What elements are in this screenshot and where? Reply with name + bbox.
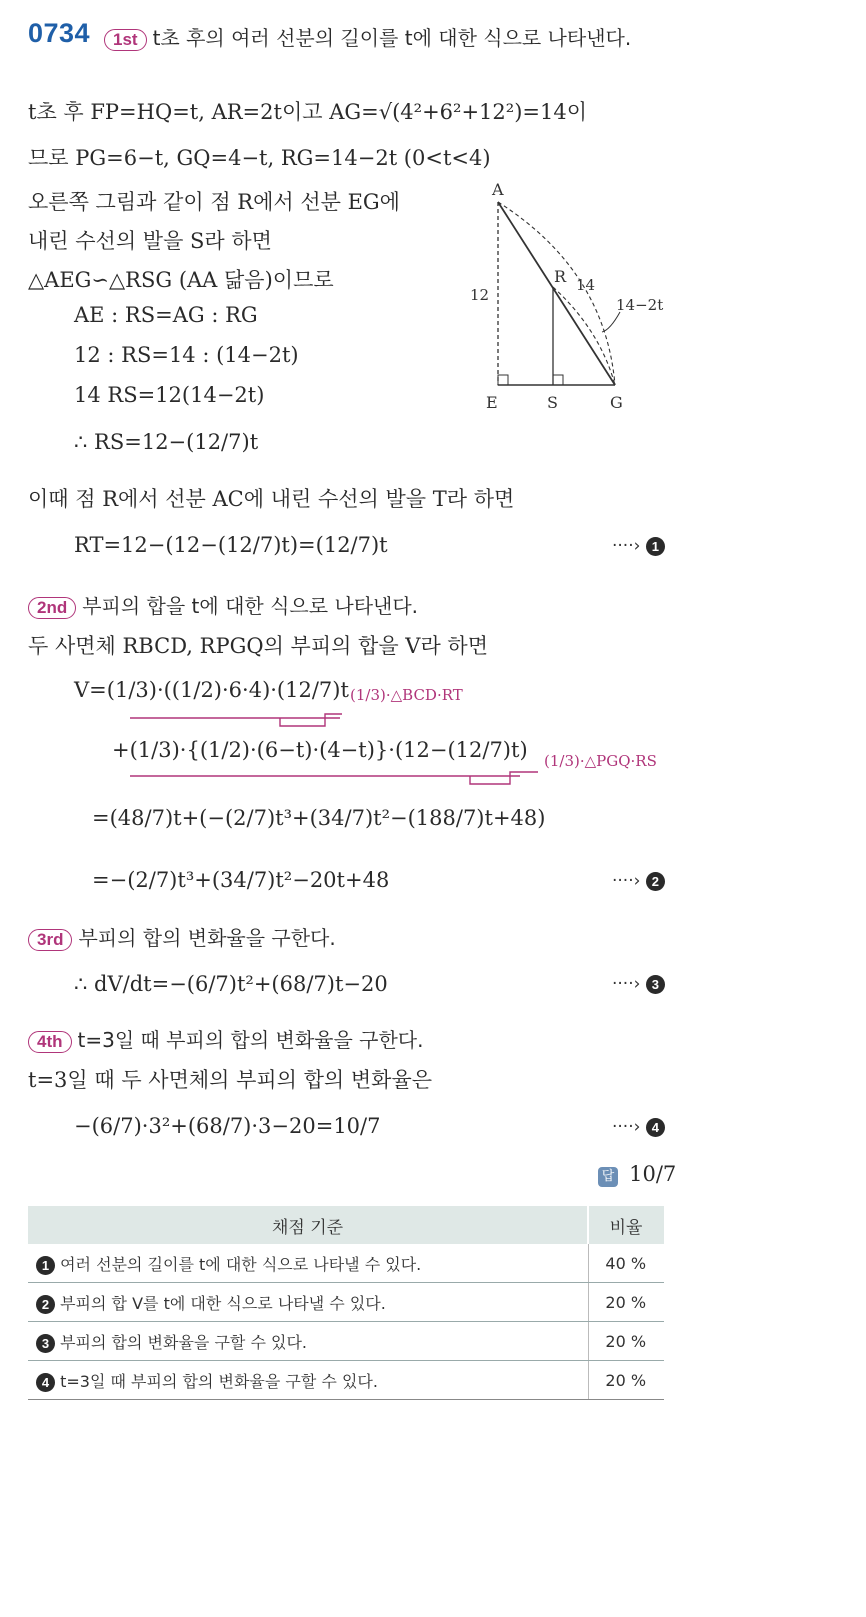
- line-6: AE : RS=AG : RG: [74, 303, 258, 327]
- label-pointer: [602, 312, 620, 332]
- row-number: 3: [36, 1334, 55, 1353]
- step-tag: 3rd: [28, 929, 72, 951]
- line-9: ∴ RS=12−(12/7)t: [74, 430, 259, 454]
- line-3: 오른쪽 그림과 같이 점 R에서 선분 EG에: [28, 190, 400, 214]
- marker-circle: 4: [646, 1118, 665, 1137]
- step-2-heading: [28, 590, 418, 619]
- marker-3: [612, 974, 665, 994]
- label-length-14-2t: 14−2t: [616, 296, 664, 314]
- table-row: [28, 1322, 664, 1361]
- step-tag: 4th: [28, 1031, 72, 1053]
- right-angle-s: [553, 375, 563, 385]
- marker-circle: 2: [646, 872, 665, 891]
- line-2: 므로 PG=6−t, GQ=4−t, RG=14−2t (0<t<4): [28, 146, 491, 170]
- line-19: −(6/7)·3²+(68/7)·3−20=10/7: [74, 1114, 381, 1138]
- table-row: [28, 1283, 664, 1322]
- row-number: 4: [36, 1373, 55, 1392]
- label-e: E: [486, 393, 498, 412]
- line-12: 두 사면체 RBCD, RPGQ의 부피의 합을 V라 하면: [28, 634, 489, 658]
- line-13: V=(1/3)·((1/2)·6·4)·(12/7)t: [74, 678, 349, 702]
- edge-ag: [498, 202, 615, 385]
- line-18: t=3일 때 두 사면체의 부피의 합의 변화율은: [28, 1068, 433, 1092]
- header-ratio: 비율: [588, 1206, 664, 1244]
- table-header: [28, 1206, 664, 1244]
- row-criteria: [28, 1361, 588, 1400]
- row-text: 부피의 합의 변화율을 구할 수 있다.: [60, 1332, 307, 1352]
- row-number: 1: [36, 1256, 55, 1275]
- row-text: t=3일 때 부피의 합의 변화율을 구할 수 있다.: [60, 1371, 378, 1391]
- line-1: t초 후 FP=HQ=t, AR=2t이고 AG=√(4²+6²+12²)=14이: [28, 100, 587, 124]
- marker-arrow: ····›: [612, 536, 641, 556]
- step-tag: 2nd: [28, 597, 76, 619]
- row-ratio: 20 %: [588, 1283, 664, 1322]
- line-8: 14 RS=12(14−2t): [74, 383, 265, 407]
- marker-1: [612, 536, 665, 556]
- label-length-14: 14: [576, 276, 596, 294]
- marker-4: [612, 1117, 665, 1137]
- line-11: RT=12−(12−(12/7)t)=(12/7)t: [74, 533, 388, 557]
- step-text: 부피의 합의 변화율을 구한다.: [78, 926, 336, 950]
- step-3-heading: [28, 922, 336, 951]
- row-text: 여러 선분의 길이를 t에 대한 식으로 나타낼 수 있다.: [60, 1254, 422, 1274]
- answer-value: 10/7: [629, 1162, 677, 1186]
- step-text: 부피의 합을 t에 대한 식으로 나타낸다.: [82, 594, 419, 618]
- step-1-heading: [104, 22, 631, 51]
- label-s: S: [547, 393, 558, 412]
- line-5: △AEG∽△RSG (AA 닮음)이므로: [28, 268, 334, 292]
- row-criteria: [28, 1322, 588, 1361]
- note-2: (1/3)·△PGQ·RS: [544, 752, 657, 770]
- marker-circle: 1: [646, 537, 665, 556]
- table-row: [28, 1361, 664, 1400]
- underline-2: [130, 770, 550, 786]
- problem-number: 0734: [28, 18, 91, 48]
- row-ratio: 20 %: [588, 1322, 664, 1361]
- header-criteria: 채점 기준: [28, 1206, 588, 1244]
- row-text: 부피의 합 V를 t에 대한 식으로 나타낼 수 있다.: [60, 1293, 386, 1313]
- row-criteria: [28, 1283, 588, 1322]
- line-14: +(1/3)·{(1/2)·(6−t)·(4−t)}·(12−(12/7)t): [112, 738, 528, 762]
- underline-1: [130, 712, 370, 728]
- step-4-heading: [28, 1024, 423, 1053]
- label-length-12: 12: [470, 286, 490, 304]
- line-10: 이때 점 R에서 선분 AC에 내린 수선의 발을 T라 하면: [28, 487, 515, 511]
- step-text: t=3일 때 부피의 합의 변화율을 구한다.: [77, 1028, 424, 1052]
- note-1: (1/3)·△BCD·RT: [350, 686, 463, 704]
- step-tag: 1st: [104, 29, 147, 51]
- answer-label: 답: [598, 1167, 618, 1187]
- row-ratio: 20 %: [588, 1361, 664, 1400]
- grading-table: [28, 1206, 664, 1400]
- marker-2: [612, 871, 665, 891]
- label-g: G: [610, 393, 623, 412]
- marker-arrow: ····›: [612, 871, 641, 891]
- line-16: =−(2/7)t³+(34/7)t²−20t+48: [92, 868, 390, 892]
- marker-arrow: ····›: [612, 1117, 641, 1137]
- label-a: A: [492, 180, 504, 199]
- marker-arrow: ····›: [612, 974, 641, 994]
- line-15: =(48/7)t+(−(2/7)t³+(34/7)t²−(188/7)t+48): [92, 806, 546, 830]
- label-r: R: [554, 267, 567, 286]
- triangle-figure: [470, 180, 670, 420]
- row-number: 2: [36, 1295, 55, 1314]
- line-17: ∴ dV/dt=−(6/7)t²+(68/7)t−20: [74, 972, 388, 996]
- table-row: [28, 1244, 664, 1283]
- step-text: t초 후의 여러 선분의 길이를 t에 대한 식으로 나타낸다.: [152, 26, 632, 50]
- line-4: 내린 수선의 발을 S라 하면: [28, 229, 272, 253]
- row-ratio: 40 %: [588, 1244, 664, 1283]
- row-criteria: [28, 1244, 588, 1283]
- right-angle-e: [498, 375, 508, 385]
- line-7: 12 : RS=14 : (14−2t): [74, 343, 299, 367]
- marker-circle: 3: [646, 975, 665, 994]
- answer: [598, 1162, 676, 1187]
